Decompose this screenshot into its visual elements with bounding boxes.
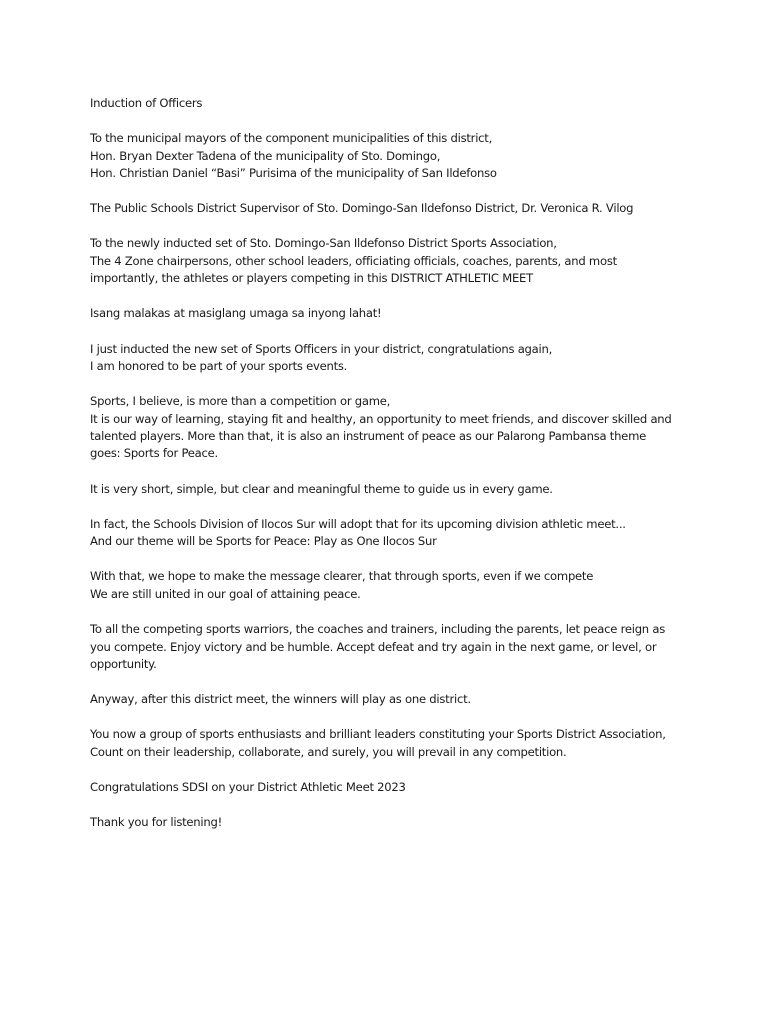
paragraph [90, 568, 708, 603]
paragraph [90, 779, 708, 796]
text-line: Anyway, after this district meet, the winners will play as one district. [90, 692, 471, 707]
paragraph [90, 200, 708, 217]
text-line: Hon. Christian Daniel “Basi” Purisima of the municipality of San Ildefonso [90, 166, 497, 181]
text-line: I am honored to be part of your sports events. [90, 359, 348, 374]
paragraph [90, 691, 708, 708]
text-line: I just inducted the new set of Sports Officers in your district, congratulations again, [90, 341, 553, 356]
text-line: It is very short, simple, but clear and meaningful theme to guide us in every game. [90, 481, 553, 496]
text-line: Induction of Officers [90, 96, 203, 110]
text-line: And our theme will be Sports for Peace: Play as One Ilocos Sur [90, 534, 437, 549]
text-line: We are still united in our goal of attaining peace. [90, 586, 361, 601]
paragraph [90, 235, 708, 287]
text-line: opportunity. [90, 656, 157, 671]
text-line: The 4 Zone chairpersons, other school leaders, officiating officials, coaches, parents, and most [90, 253, 617, 268]
text-line: Congratulations SDSI on your District Athletic Meet 2023 [90, 779, 406, 794]
text-line: In fact, the Schools Division of Ilocos Sur will adopt that for its upcoming division athletic meet... [90, 516, 626, 531]
paragraph [90, 305, 708, 322]
paragraph [90, 393, 708, 463]
text-line: importantly, the athletes or players competing in this DISTRICT ATHLETIC MEET [90, 271, 533, 286]
paragraph [90, 481, 708, 498]
text-line: you compete. Enjoy victory and be humble. Accept defeat and try again in the next game, or level, or [90, 639, 657, 654]
document-title [90, 95, 708, 112]
text-line: With that, we hope to make the message clearer, that through sports, even if we compete [90, 569, 594, 584]
paragraph [90, 814, 708, 831]
text-line: To all the competing sports warriors, the coaches and trainers, including the parents, let peace reign as [90, 622, 665, 637]
paragraph [90, 516, 708, 551]
document-body [90, 95, 708, 832]
text-line: You now a group of sports enthusiasts and brilliant leaders constituting your Sports District Association, [90, 727, 666, 742]
text-line: goes: Sports for Peace. [90, 446, 218, 461]
text-line: To the newly inducted set of Sto. Domingo-San Ildefonso District Sports Association, [90, 236, 557, 251]
text-line: Sports, I believe, is more than a competition or game, [90, 394, 391, 409]
paragraph [90, 341, 708, 376]
text-line: Isang malakas at masiglang umaga sa inyong lahat! [90, 306, 382, 321]
paragraph [90, 726, 708, 761]
paragraph [90, 130, 708, 182]
paragraph [90, 621, 708, 673]
text-line: To the municipal mayors of the component municipalities of this district, [90, 131, 493, 146]
text-line: The Public Schools District Supervisor of Sto. Domingo-San Ildefonso District, Dr. Veronica R. Vilog [90, 201, 634, 216]
text-line: Hon. Bryan Dexter Tadena of the municipality of Sto. Domingo, [90, 148, 441, 163]
text-line: talented players. More than that, it is also an instrument of peace as our Palarong Pambansa theme [90, 429, 646, 444]
text-line: It is our way of learning, staying fit and healthy, an opportunity to meet friends, and discover skilled and [90, 411, 672, 426]
text-line: Count on their leadership, collaborate, and surely, you will prevail in any competition. [90, 744, 567, 759]
text-line: Thank you for listening! [90, 815, 222, 830]
